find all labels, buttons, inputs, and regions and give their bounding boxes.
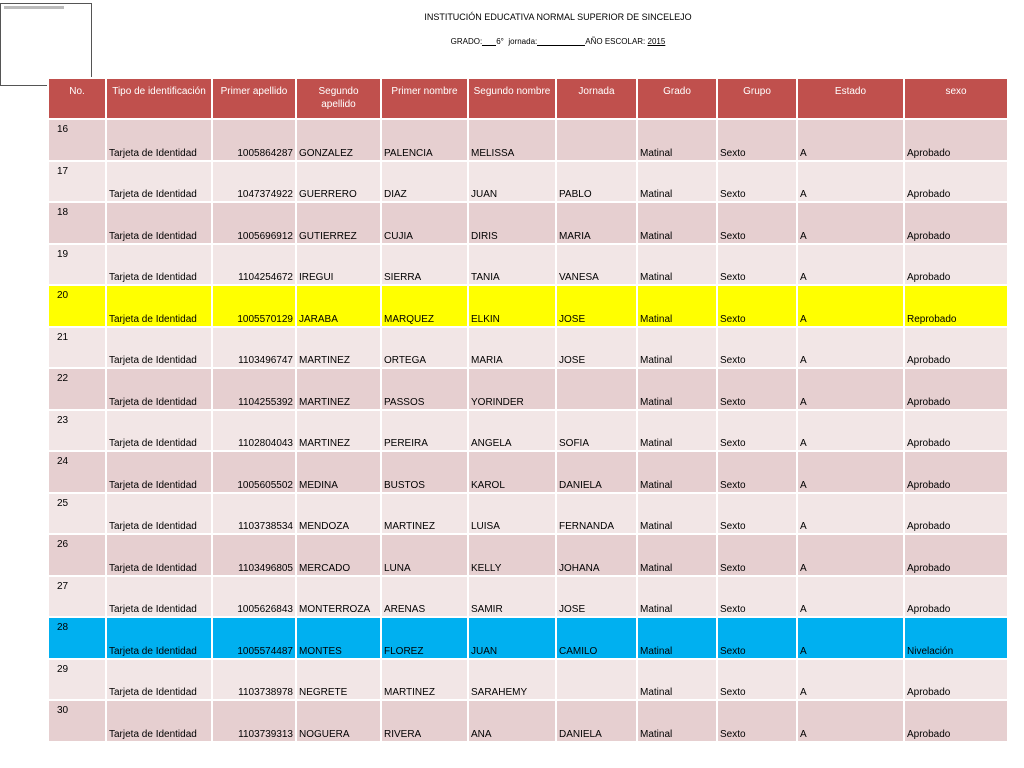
cell-documento: 1103739313 [212, 700, 296, 742]
table-row [48, 244, 1008, 286]
cell-tipo-identificacion: Tarjeta de Identidad [106, 161, 212, 203]
cell-estado: Aprobado [904, 119, 1008, 161]
cell-primer-nombre: KELLY [468, 534, 556, 576]
cell-jornada: Matinal [637, 410, 717, 452]
cell-tipo-identificacion: Tarjeta de Identidad [106, 327, 212, 369]
cell-estado: Aprobado [904, 534, 1008, 576]
cell-grado: Sexto [717, 244, 797, 286]
cell-no: 30 [48, 700, 106, 742]
cell-grado: Sexto [717, 327, 797, 369]
cell-documento: 1047374922 [212, 161, 296, 203]
cell-primer-apellido: MARTINEZ [296, 368, 381, 410]
cell-grado: Sexto [717, 534, 797, 576]
cell-estado: Aprobado [904, 161, 1008, 203]
cell-segundo-nombre: DANIELA [556, 700, 637, 742]
cell-primer-apellido: MERCADO [296, 534, 381, 576]
cell-tipo-identificacion: Tarjeta de Identidad [106, 119, 212, 161]
cell-documento: 1005570129 [212, 285, 296, 327]
cell-segundo-apellido: MARTINEZ [381, 659, 468, 701]
document-title: INSTITUCIÓN EDUCATIVA NORMAL SUPERIOR DE SINCELEJO [424, 12, 692, 22]
cell-no: 26 [48, 534, 106, 576]
table-row [48, 493, 1008, 535]
col-header-no: No. [48, 78, 106, 119]
cell-primer-apellido: MENDOZA [296, 493, 381, 535]
cell-primer-nombre: SARAHEMY [468, 659, 556, 701]
table-body [48, 119, 1008, 742]
cell-tipo-identificacion: Tarjeta de Identidad [106, 410, 212, 452]
cell-no: 17 [48, 161, 106, 203]
cell-primer-apellido: IREGUI [296, 244, 381, 286]
cell-segundo-apellido: MARQUEZ [381, 285, 468, 327]
table-header-row [48, 78, 1008, 119]
cell-jornada: Matinal [637, 451, 717, 493]
cell-grado: Sexto [717, 285, 797, 327]
cell-grado: Sexto [717, 659, 797, 701]
student-roster-table [47, 77, 1009, 743]
cell-segundo-nombre [556, 659, 637, 701]
cell-no: 27 [48, 576, 106, 618]
cell-primer-nombre: YORINDER [468, 368, 556, 410]
cell-segundo-nombre: CAMILO [556, 617, 637, 659]
cell-segundo-nombre: VANESA [556, 244, 637, 286]
cell-estado: Aprobado [904, 659, 1008, 701]
cell-grupo: A [797, 493, 904, 535]
cell-jornada: Matinal [637, 244, 717, 286]
table-row [48, 576, 1008, 618]
cell-tipo-identificacion: Tarjeta de Identidad [106, 493, 212, 535]
grado-value: 6° [496, 37, 504, 46]
cell-segundo-nombre: JOSE [556, 576, 637, 618]
cell-primer-apellido: MARTINEZ [296, 327, 381, 369]
cell-segundo-apellido: SIERRA [381, 244, 468, 286]
cell-segundo-nombre: JOHANA [556, 534, 637, 576]
cell-grupo: A [797, 617, 904, 659]
cell-no: 24 [48, 451, 106, 493]
cell-grupo: A [797, 451, 904, 493]
cell-segundo-apellido: FLOREZ [381, 617, 468, 659]
cell-tipo-identificacion: Tarjeta de Identidad [106, 285, 212, 327]
grado-label: GRADO: [450, 37, 483, 46]
cell-no: 19 [48, 244, 106, 286]
cell-documento: 1102804043 [212, 410, 296, 452]
cell-segundo-nombre: JOSE [556, 327, 637, 369]
cell-jornada: Matinal [637, 285, 717, 327]
cell-grado: Sexto [717, 617, 797, 659]
cell-tipo-identificacion: Tarjeta de Identidad [106, 659, 212, 701]
cell-no: 29 [48, 659, 106, 701]
table-row [48, 202, 1008, 244]
cell-documento: 1103496747 [212, 327, 296, 369]
cell-grado: Sexto [717, 161, 797, 203]
table-row [48, 161, 1008, 203]
cell-primer-nombre: KAROL [468, 451, 556, 493]
cell-tipo-identificacion: Tarjeta de Identidad [106, 244, 212, 286]
cell-jornada: Matinal [637, 700, 717, 742]
cell-documento: 1104255392 [212, 368, 296, 410]
cell-grupo: A [797, 327, 904, 369]
cell-primer-nombre: JUAN [468, 617, 556, 659]
cell-segundo-nombre: DANIELA [556, 451, 637, 493]
cell-primer-apellido: MONTERROZA [296, 576, 381, 618]
cell-segundo-nombre [556, 119, 637, 161]
cell-segundo-apellido: LUNA [381, 534, 468, 576]
cell-no: 28 [48, 617, 106, 659]
cell-jornada: Matinal [637, 493, 717, 535]
cell-jornada: Matinal [637, 576, 717, 618]
cell-jornada: Matinal [637, 327, 717, 369]
cell-documento: 1103738534 [212, 493, 296, 535]
cell-segundo-apellido: MARTINEZ [381, 493, 468, 535]
cell-jornada: Matinal [637, 119, 717, 161]
col-header-sexo: sexo [904, 78, 1008, 119]
table-row [48, 451, 1008, 493]
cell-grupo: A [797, 534, 904, 576]
document-subtitle [92, 37, 1024, 46]
table-row [48, 327, 1008, 369]
cell-tipo-identificacion: Tarjeta de Identidad [106, 368, 212, 410]
cell-primer-apellido: MEDINA [296, 451, 381, 493]
cell-primer-apellido: MONTES [296, 617, 381, 659]
cell-grupo: A [797, 202, 904, 244]
table-row [48, 534, 1008, 576]
cell-documento: 1005574487 [212, 617, 296, 659]
cell-primer-nombre: JUAN [468, 161, 556, 203]
cell-tipo-identificacion: Tarjeta de Identidad [106, 617, 212, 659]
col-header-estado: Estado [797, 78, 904, 119]
table-row [48, 368, 1008, 410]
cell-segundo-apellido: ORTEGA [381, 327, 468, 369]
cell-primer-apellido: MARTINEZ [296, 410, 381, 452]
cell-jornada: Matinal [637, 534, 717, 576]
cell-primer-nombre: TANIA [468, 244, 556, 286]
col-header-grupo: Grupo [717, 78, 797, 119]
cell-segundo-nombre: FERNANDA [556, 493, 637, 535]
cell-documento: 1005696912 [212, 202, 296, 244]
table-row [48, 700, 1008, 742]
cell-estado: Aprobado [904, 202, 1008, 244]
cell-grupo: A [797, 285, 904, 327]
cell-primer-nombre: LUISA [468, 493, 556, 535]
cell-tipo-identificacion: Tarjeta de Identidad [106, 534, 212, 576]
cell-grupo: A [797, 244, 904, 286]
cell-primer-apellido: NOGUERA [296, 700, 381, 742]
cell-tipo-identificacion: Tarjeta de Identidad [106, 576, 212, 618]
cell-no: 22 [48, 368, 106, 410]
cell-documento: 1005864287 [212, 119, 296, 161]
cell-primer-nombre: MELISSA [468, 119, 556, 161]
cell-primer-nombre: MARIA [468, 327, 556, 369]
cell-grado: Sexto [717, 202, 797, 244]
col-header-primer-apellido: Primer apellido [212, 78, 296, 119]
cell-tipo-identificacion: Tarjeta de Identidad [106, 700, 212, 742]
cell-primer-nombre: SAMIR [468, 576, 556, 618]
col-header-segundo-apellido: Segundo apellido [296, 78, 381, 119]
cell-estado: Aprobado [904, 410, 1008, 452]
cell-jornada: Matinal [637, 659, 717, 701]
cell-no: 21 [48, 327, 106, 369]
cell-estado: Reprobado [904, 285, 1008, 327]
cell-estado: Aprobado [904, 700, 1008, 742]
cell-segundo-apellido: CUJIA [381, 202, 468, 244]
cell-segundo-apellido: BUSTOS [381, 451, 468, 493]
jornada-blank [537, 37, 585, 46]
col-header-segundo-nombre: Segundo nombre [468, 78, 556, 119]
cell-grado: Sexto [717, 700, 797, 742]
cell-documento: 1005605502 [212, 451, 296, 493]
cell-documento: 1104254672 [212, 244, 296, 286]
cell-segundo-nombre: JOSE [556, 285, 637, 327]
cell-no: 16 [48, 119, 106, 161]
cell-grupo: A [797, 700, 904, 742]
cell-no: 23 [48, 410, 106, 452]
cell-no: 20 [48, 285, 106, 327]
cell-segundo-nombre: MARIA [556, 202, 637, 244]
cell-no: 18 [48, 202, 106, 244]
cell-jornada: Matinal [637, 368, 717, 410]
cell-segundo-apellido: PALENCIA [381, 119, 468, 161]
cell-segundo-apellido: RIVERA [381, 700, 468, 742]
cell-grado: Sexto [717, 493, 797, 535]
cell-documento: 1103496805 [212, 534, 296, 576]
cell-grupo: A [797, 659, 904, 701]
cell-primer-apellido: GUERRERO [296, 161, 381, 203]
cell-segundo-nombre: PABLO [556, 161, 637, 203]
cell-estado: Nivelación [904, 617, 1008, 659]
cell-no: 25 [48, 493, 106, 535]
cell-primer-apellido: GUTIERREZ [296, 202, 381, 244]
logo-caption-mark [4, 6, 64, 9]
cell-segundo-nombre: SOFIA [556, 410, 637, 452]
table-row [48, 119, 1008, 161]
cell-tipo-identificacion: Tarjeta de Identidad [106, 202, 212, 244]
cell-grupo: A [797, 576, 904, 618]
cell-grupo: A [797, 119, 904, 161]
cell-grupo: A [797, 368, 904, 410]
cell-grado: Sexto [717, 576, 797, 618]
cell-grado: Sexto [717, 119, 797, 161]
cell-segundo-apellido: PEREIRA [381, 410, 468, 452]
cell-estado: Aprobado [904, 327, 1008, 369]
cell-primer-apellido: NEGRETE [296, 659, 381, 701]
col-header-tipo: Tipo de identificación [106, 78, 212, 119]
cell-primer-apellido: JARABA [296, 285, 381, 327]
cell-segundo-nombre [556, 368, 637, 410]
anio-label: AÑO ESCOLAR: [585, 37, 646, 46]
jornada-label: jornada: [508, 37, 538, 46]
cell-primer-nombre: ANGELA [468, 410, 556, 452]
col-header-primer-nombre: Primer nombre [381, 78, 468, 119]
cell-primer-nombre: ANA [468, 700, 556, 742]
cell-documento: 1005626843 [212, 576, 296, 618]
cell-estado: Aprobado [904, 368, 1008, 410]
cell-estado: Aprobado [904, 451, 1008, 493]
col-header-grado: Grado [637, 78, 717, 119]
cell-segundo-apellido: DIAZ [381, 161, 468, 203]
table-row [48, 617, 1008, 659]
cell-primer-nombre: ELKIN [468, 285, 556, 327]
cell-primer-nombre: DIRIS [468, 202, 556, 244]
cell-grado: Sexto [717, 410, 797, 452]
cell-estado: Aprobado [904, 493, 1008, 535]
table-row [48, 659, 1008, 701]
cell-grado: Sexto [717, 451, 797, 493]
cell-grupo: A [797, 410, 904, 452]
anio-value: 2015 [647, 37, 666, 46]
cell-segundo-apellido: ARENAS [381, 576, 468, 618]
cell-jornada: Matinal [637, 202, 717, 244]
cell-segundo-apellido: PASSOS [381, 368, 468, 410]
grado-blank [482, 37, 496, 46]
col-header-jornada: Jornada [556, 78, 637, 119]
cell-grupo: A [797, 161, 904, 203]
cell-documento: 1103738978 [212, 659, 296, 701]
cell-tipo-identificacion: Tarjeta de Identidad [106, 451, 212, 493]
institution-logo-box [0, 3, 92, 86]
cell-grado: Sexto [717, 368, 797, 410]
cell-estado: Aprobado [904, 576, 1008, 618]
cell-jornada: Matinal [637, 617, 717, 659]
table-row [48, 285, 1008, 327]
cell-estado: Aprobado [904, 244, 1008, 286]
cell-jornada: Matinal [637, 161, 717, 203]
cell-primer-apellido: GONZALEZ [296, 119, 381, 161]
table-row [48, 410, 1008, 452]
